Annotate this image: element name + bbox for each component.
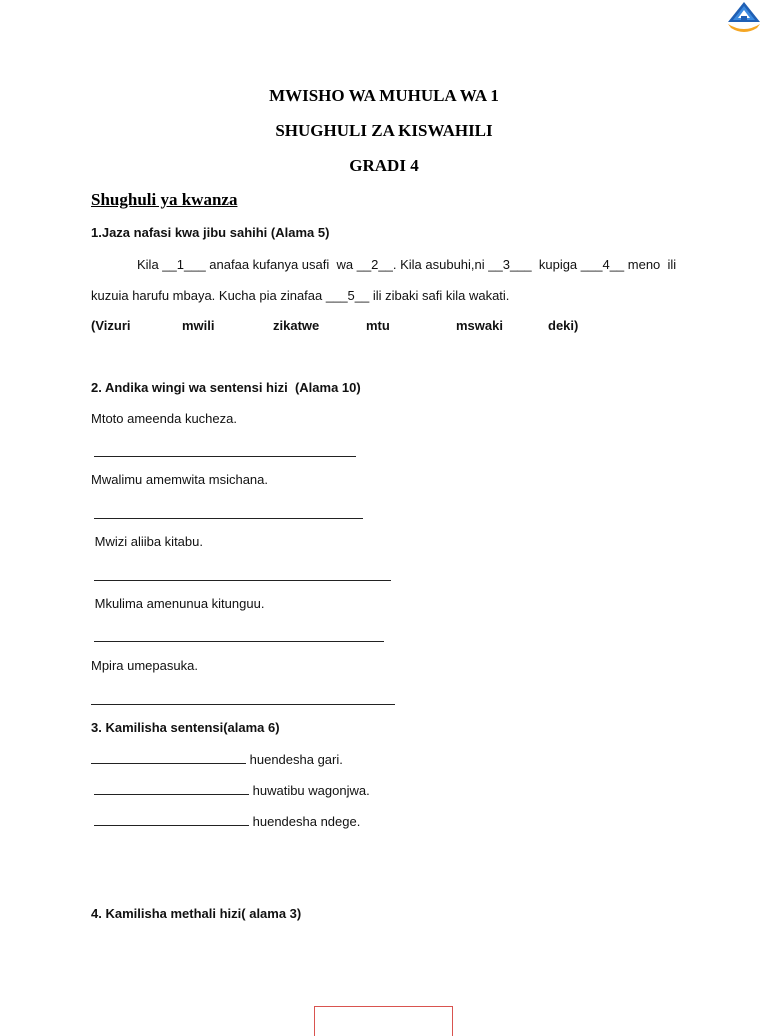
- word-option: mswaki: [456, 318, 503, 333]
- publisher-logo: [724, 0, 764, 36]
- answer-line[interactable]: [94, 640, 384, 642]
- question-1-word-bank: [0, 318, 768, 336]
- completion-item: [91, 751, 343, 767]
- sentence: Mwalimu amemwita msichana.: [91, 472, 268, 487]
- sentence: Mpira umepasuka.: [91, 658, 198, 673]
- question-1-label: 1.Jaza nafasi kwa jibu sahihi (Alama 5): [91, 225, 330, 240]
- question-3-label: 3. Kamilisha sentensi(alama 6): [91, 720, 280, 735]
- exam-title: MWISHO WA MUHULA WA 1: [269, 86, 499, 105]
- blank-line[interactable]: [94, 813, 249, 826]
- blank-line[interactable]: [94, 782, 249, 795]
- completion-item: [94, 782, 370, 798]
- blank-line[interactable]: [91, 751, 246, 764]
- sentence: Mwizi aliiba kitabu.: [91, 534, 203, 549]
- completion-text: huwatibu wagonjwa.: [252, 783, 370, 798]
- completion-item: [94, 813, 360, 829]
- word-option: (Vizuri: [91, 318, 131, 333]
- word-option: zikatwe: [273, 318, 320, 333]
- word-option: mtu: [366, 318, 390, 333]
- question-4-label: 4. Kamilisha methali hizi( alama 3): [91, 906, 302, 921]
- section-heading: Shughuli ya kwanza: [91, 190, 238, 209]
- answer-line[interactable]: [91, 703, 395, 705]
- grade-title: GRADI 4: [349, 156, 419, 175]
- answer-line[interactable]: [94, 517, 363, 519]
- logo-icon: [724, 0, 764, 36]
- subject-title: SHUGHULI ZA KISWAHILI: [275, 121, 493, 140]
- question-1-passage-line-1: Kila __1___ anafaa kufanya usafi wa __2__. Kila asubuhi,ni __3___ kupiga ___4__ meno ili: [137, 257, 677, 272]
- question-1-passage-line-2: kuzuia harufu mbaya. Kucha pia zinafaa ___5__ ili zibaki safi kila wakati.: [91, 288, 510, 303]
- question-2-label: 2. Andika wingi wa sentensi hizi (Alama 10): [91, 380, 361, 395]
- completion-text: huendesha ndege.: [252, 814, 361, 829]
- answer-line[interactable]: [94, 579, 391, 581]
- answer-line[interactable]: [94, 455, 356, 457]
- word-option: mwili: [182, 318, 215, 333]
- sentence: Mkulima amenunua kitunguu.: [91, 596, 265, 611]
- page-box: [314, 1006, 453, 1036]
- word-option: deki): [548, 318, 579, 333]
- sentence: Mtoto ameenda kucheza.: [91, 411, 237, 426]
- completion-text: huendesha gari.: [249, 752, 343, 767]
